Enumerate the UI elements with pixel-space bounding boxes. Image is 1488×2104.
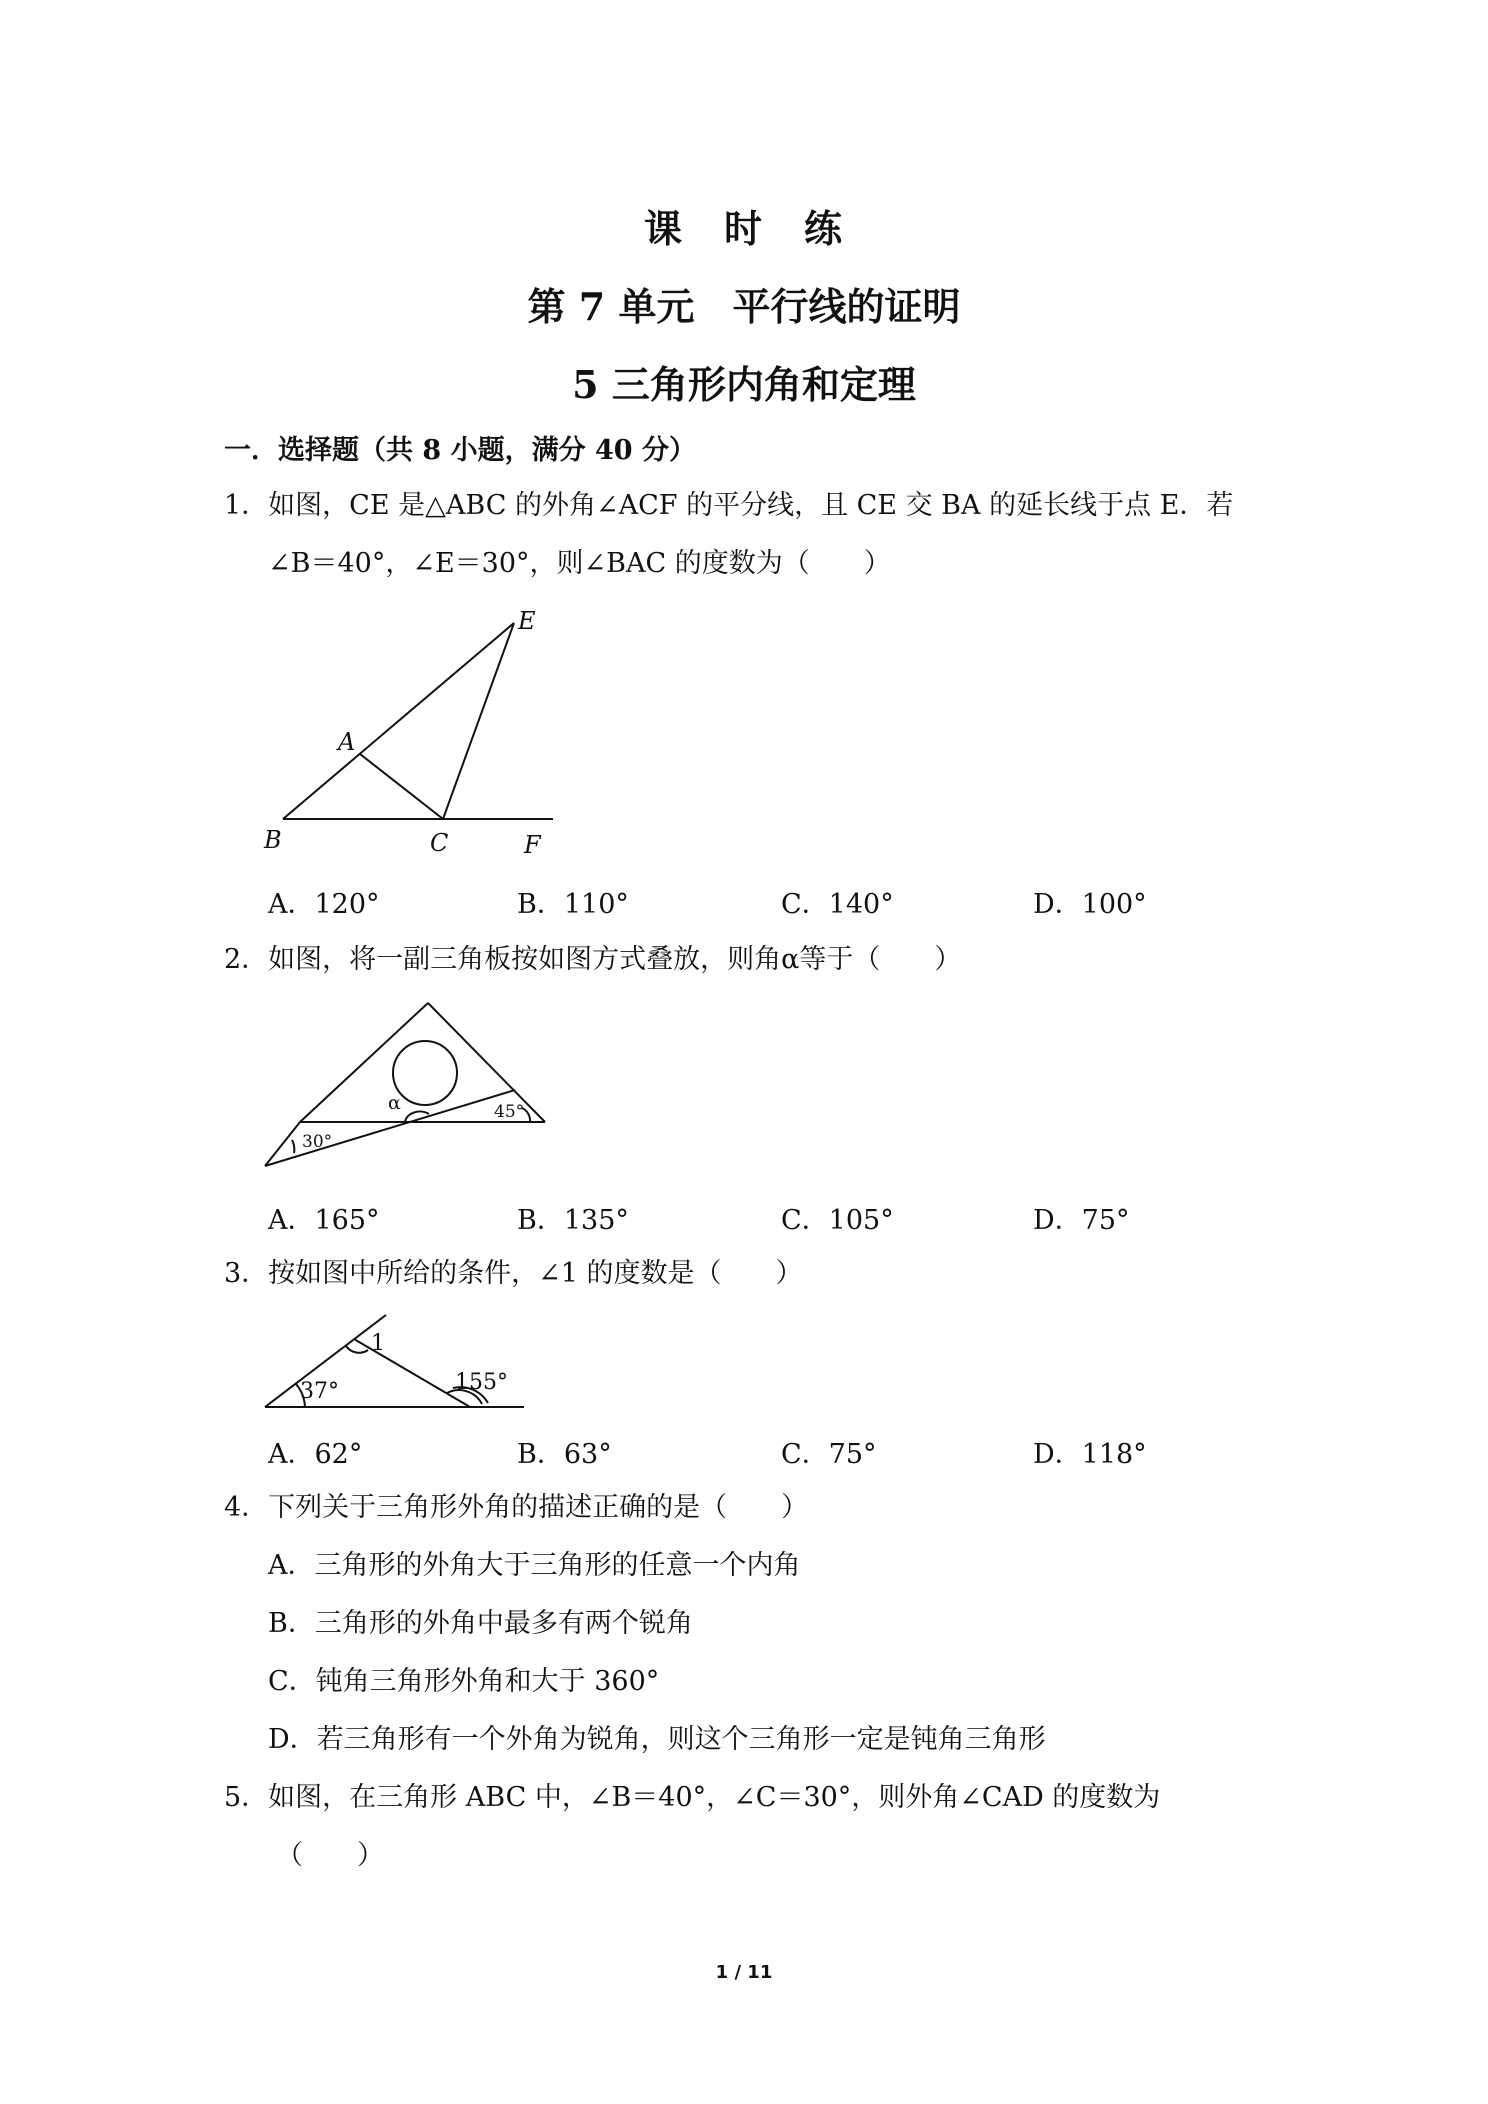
page-number: 1 / 11: [715, 1962, 773, 1983]
question-4-choice-c: C．钝角三角形外角和大于 360°: [268, 1666, 660, 1697]
question-5-line-1: 5．如图，在三角形 ABC 中，∠B＝40°，∠C＝30°，则外角∠CAD 的度数为: [224, 1782, 1161, 1813]
question-4-choice-b: B．三角形的外角中最多有两个锐角: [268, 1608, 693, 1639]
question-2-option-b: B．135°: [517, 1205, 629, 1236]
section-heading: 一．选择题（共 8 小题，满分 40 分）: [224, 435, 696, 466]
question-3-line-1: 3．按如图中所给的条件，∠1 的度数是（ ）: [224, 1258, 803, 1289]
unit-title: 第 7 单元 平行线的证明: [527, 284, 961, 329]
question-2-option-a: A．165°: [268, 1205, 380, 1236]
doc-title: 课 时 练: [643, 206, 844, 251]
question-3-option-a: A．62°: [268, 1439, 363, 1470]
question-1-option-a: A．120°: [268, 889, 380, 920]
label-angle-1: 1: [371, 1331, 385, 1356]
label-alpha: α: [388, 1092, 401, 1114]
question-1-line-1: 1．如图，CE 是△ABC 的外角∠ACF 的平分线，且 CE 交 BA 的延长线于点 E．若: [224, 490, 1234, 521]
question-3-option-d: D．118°: [1033, 1439, 1147, 1470]
question-1-option-d: D．100°: [1033, 889, 1147, 920]
question-4-choice-a: A．三角形的外角大于三角形的任意一个内角: [268, 1550, 801, 1581]
lesson-title: 5 三角形内角和定理: [572, 362, 916, 407]
question-3-option-c: C．75°: [781, 1439, 877, 1470]
question-2-option-c: C．105°: [781, 1205, 894, 1236]
label-f: F: [524, 831, 541, 859]
question-2-line-1: 2．如图，将一副三角板按如图方式叠放，则角α等于（ ）: [224, 944, 962, 975]
label-b: B: [264, 826, 282, 854]
question-4-choice-d: D．若三角形有一个外角为锐角，则这个三角形一定是钝角三角形: [268, 1724, 1046, 1755]
question-1-option-c: C．140°: [781, 889, 894, 920]
label-a: A: [338, 728, 356, 756]
label-45-degrees: 45°: [494, 1102, 525, 1122]
label-c: C: [430, 829, 449, 857]
question-5-line-2: （ ）: [276, 1840, 384, 1871]
question-1-option-b: B．110°: [517, 889, 629, 920]
label-37-degrees: 37°: [300, 1379, 339, 1404]
question-3-option-b: B．63°: [517, 1439, 612, 1470]
question-4-line-1: 4．下列关于三角形外角的描述正确的是（ ）: [224, 1492, 809, 1523]
label-30-degrees: 30°: [302, 1132, 333, 1152]
label-e: E: [518, 607, 536, 635]
question-1-line-2: ∠B＝40°，∠E＝30°，则∠BAC 的度数为（ ）: [268, 548, 891, 579]
question-2-option-d: D．75°: [1033, 1205, 1130, 1236]
label-155-degrees: 155°: [455, 1370, 508, 1395]
